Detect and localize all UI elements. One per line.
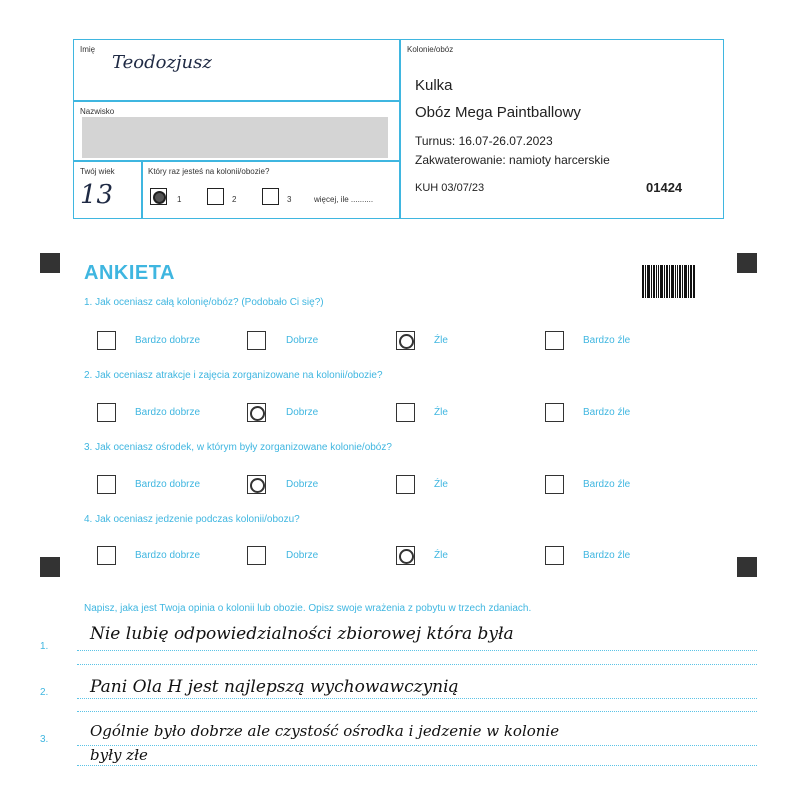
q2-option-label: Dobrze bbox=[286, 407, 319, 418]
alignment-marker bbox=[40, 557, 60, 577]
name-label: Imię bbox=[80, 45, 96, 54]
times-label: Który raz jesteś na kolonii/obozie? bbox=[148, 167, 270, 176]
q4-option-label: Bardzo źle bbox=[583, 550, 631, 561]
divider bbox=[73, 160, 400, 162]
divider bbox=[141, 160, 143, 219]
times-more-label: więcej, ile .......... bbox=[314, 195, 374, 204]
question-3: 3. Jak oceniasz ośrodek, w którym były zorganizowane kolonie/obóz? bbox=[84, 442, 392, 453]
camp-code: KUH 03/07/23 bbox=[415, 182, 485, 194]
answer-rule bbox=[77, 745, 757, 746]
q2-checkbox-zle[interactable] bbox=[396, 403, 415, 422]
q3-option-label: Źle bbox=[434, 479, 448, 490]
question-2: 2. Jak oceniasz atrakcje i zajęcia zorganizowane na kolonii/obozie? bbox=[84, 370, 383, 381]
answer-line-3[interactable]: Ogólnie było dobrze ale czystość ośrodka i jedzenie w kolonie bbox=[90, 722, 560, 740]
q3-checkbox-bardzo-zle[interactable] bbox=[545, 475, 564, 494]
camp-name: Kulka bbox=[415, 77, 453, 94]
times-checkbox-2[interactable] bbox=[207, 188, 224, 205]
surname-redaction bbox=[82, 117, 388, 158]
answer-line-1[interactable]: Nie lubię odpowiedzialności zbiorowej która była bbox=[90, 624, 514, 644]
times-checkbox-1[interactable] bbox=[150, 188, 167, 205]
q3-option-label: Bardzo dobrze bbox=[135, 479, 201, 490]
line-number: 3. bbox=[40, 734, 49, 745]
q4-option-label: Bardzo dobrze bbox=[135, 550, 201, 561]
name-value[interactable]: Teodozjusz bbox=[112, 52, 212, 73]
divider bbox=[399, 39, 401, 219]
q2-option-label: Bardzo dobrze bbox=[135, 407, 201, 418]
q3-option-label: Bardzo źle bbox=[583, 479, 631, 490]
q1-checkbox-bardzo-dobrze[interactable] bbox=[97, 331, 116, 350]
turnus: Turnus: 16.07-26.07.2023 bbox=[415, 134, 553, 148]
times-option-1: 1 bbox=[177, 195, 182, 204]
q3-option-label: Dobrze bbox=[286, 479, 319, 490]
q1-option-label: Dobrze bbox=[286, 335, 319, 346]
camp-title: Obóz Mega Paintballowy bbox=[415, 104, 581, 121]
q2-checkbox-bardzo-dobrze[interactable] bbox=[97, 403, 116, 422]
q4-checkbox-dobrze[interactable] bbox=[247, 546, 266, 565]
answer-rule bbox=[77, 711, 757, 712]
answer-rule bbox=[77, 650, 757, 651]
q1-checkbox-bardzo-zle[interactable] bbox=[545, 331, 564, 350]
camp-label: Kolonie/obóz bbox=[407, 45, 454, 54]
q1-checkbox-zle[interactable] bbox=[396, 331, 415, 350]
q4-checkbox-bardzo-zle[interactable] bbox=[545, 546, 564, 565]
answer-line-4[interactable]: były złe bbox=[90, 746, 148, 764]
camp-id: 01424 bbox=[646, 180, 683, 195]
q4-checkbox-bardzo-dobrze[interactable] bbox=[97, 546, 116, 565]
q2-checkbox-dobrze[interactable] bbox=[247, 403, 266, 422]
answer-rule bbox=[77, 698, 757, 699]
answer-rule bbox=[77, 765, 757, 766]
q2-option-label: Źle bbox=[434, 407, 448, 418]
age-value[interactable]: 13 bbox=[80, 180, 114, 210]
answer-rule bbox=[77, 664, 757, 665]
q3-checkbox-bardzo-dobrze[interactable] bbox=[97, 475, 116, 494]
q1-option-label: Bardzo źle bbox=[583, 335, 631, 346]
q1-option-label: Bardzo dobrze bbox=[135, 335, 201, 346]
line-number: 1. bbox=[40, 641, 49, 652]
answer-line-2[interactable]: Pani Ola H jest najlepszą wychowawczynią bbox=[90, 677, 459, 697]
q2-checkbox-bardzo-zle[interactable] bbox=[545, 403, 564, 422]
survey-title: ANKIETA bbox=[84, 262, 175, 284]
alignment-marker bbox=[737, 253, 757, 273]
q1-option-label: Źle bbox=[434, 335, 448, 346]
barcode bbox=[642, 265, 698, 298]
times-checkbox-3[interactable] bbox=[262, 188, 279, 205]
q4-option-label: Dobrze bbox=[286, 550, 319, 561]
q2-option-label: Bardzo źle bbox=[583, 407, 631, 418]
accommodation: Zakwaterowanie: namioty harcerskie bbox=[415, 153, 610, 167]
age-label: Twój wiek bbox=[80, 167, 115, 176]
surname-label: Nazwisko bbox=[80, 107, 115, 116]
alignment-marker bbox=[40, 253, 60, 273]
q3-checkbox-zle[interactable] bbox=[396, 475, 415, 494]
divider bbox=[73, 100, 400, 102]
line-number: 2. bbox=[40, 687, 49, 698]
q1-checkbox-dobrze[interactable] bbox=[247, 331, 266, 350]
question-1: 1. Jak oceniasz całą kolonię/obóz? (Podobało Ci się?) bbox=[84, 297, 324, 308]
opinion-prompt: Napisz, jaka jest Twoja opinia o kolonii lub obozie. Opisz swoje wrażenia z pobytu w trzech zdaniach. bbox=[84, 603, 532, 614]
question-4: 4. Jak oceniasz jedzenie podczas kolonii/obozu? bbox=[84, 514, 300, 525]
times-option-2: 2 bbox=[232, 195, 237, 204]
q3-checkbox-dobrze[interactable] bbox=[247, 475, 266, 494]
q4-checkbox-zle[interactable] bbox=[396, 546, 415, 565]
alignment-marker bbox=[737, 557, 757, 577]
q4-option-label: Źle bbox=[434, 550, 448, 561]
times-option-3: 3 bbox=[287, 195, 292, 204]
